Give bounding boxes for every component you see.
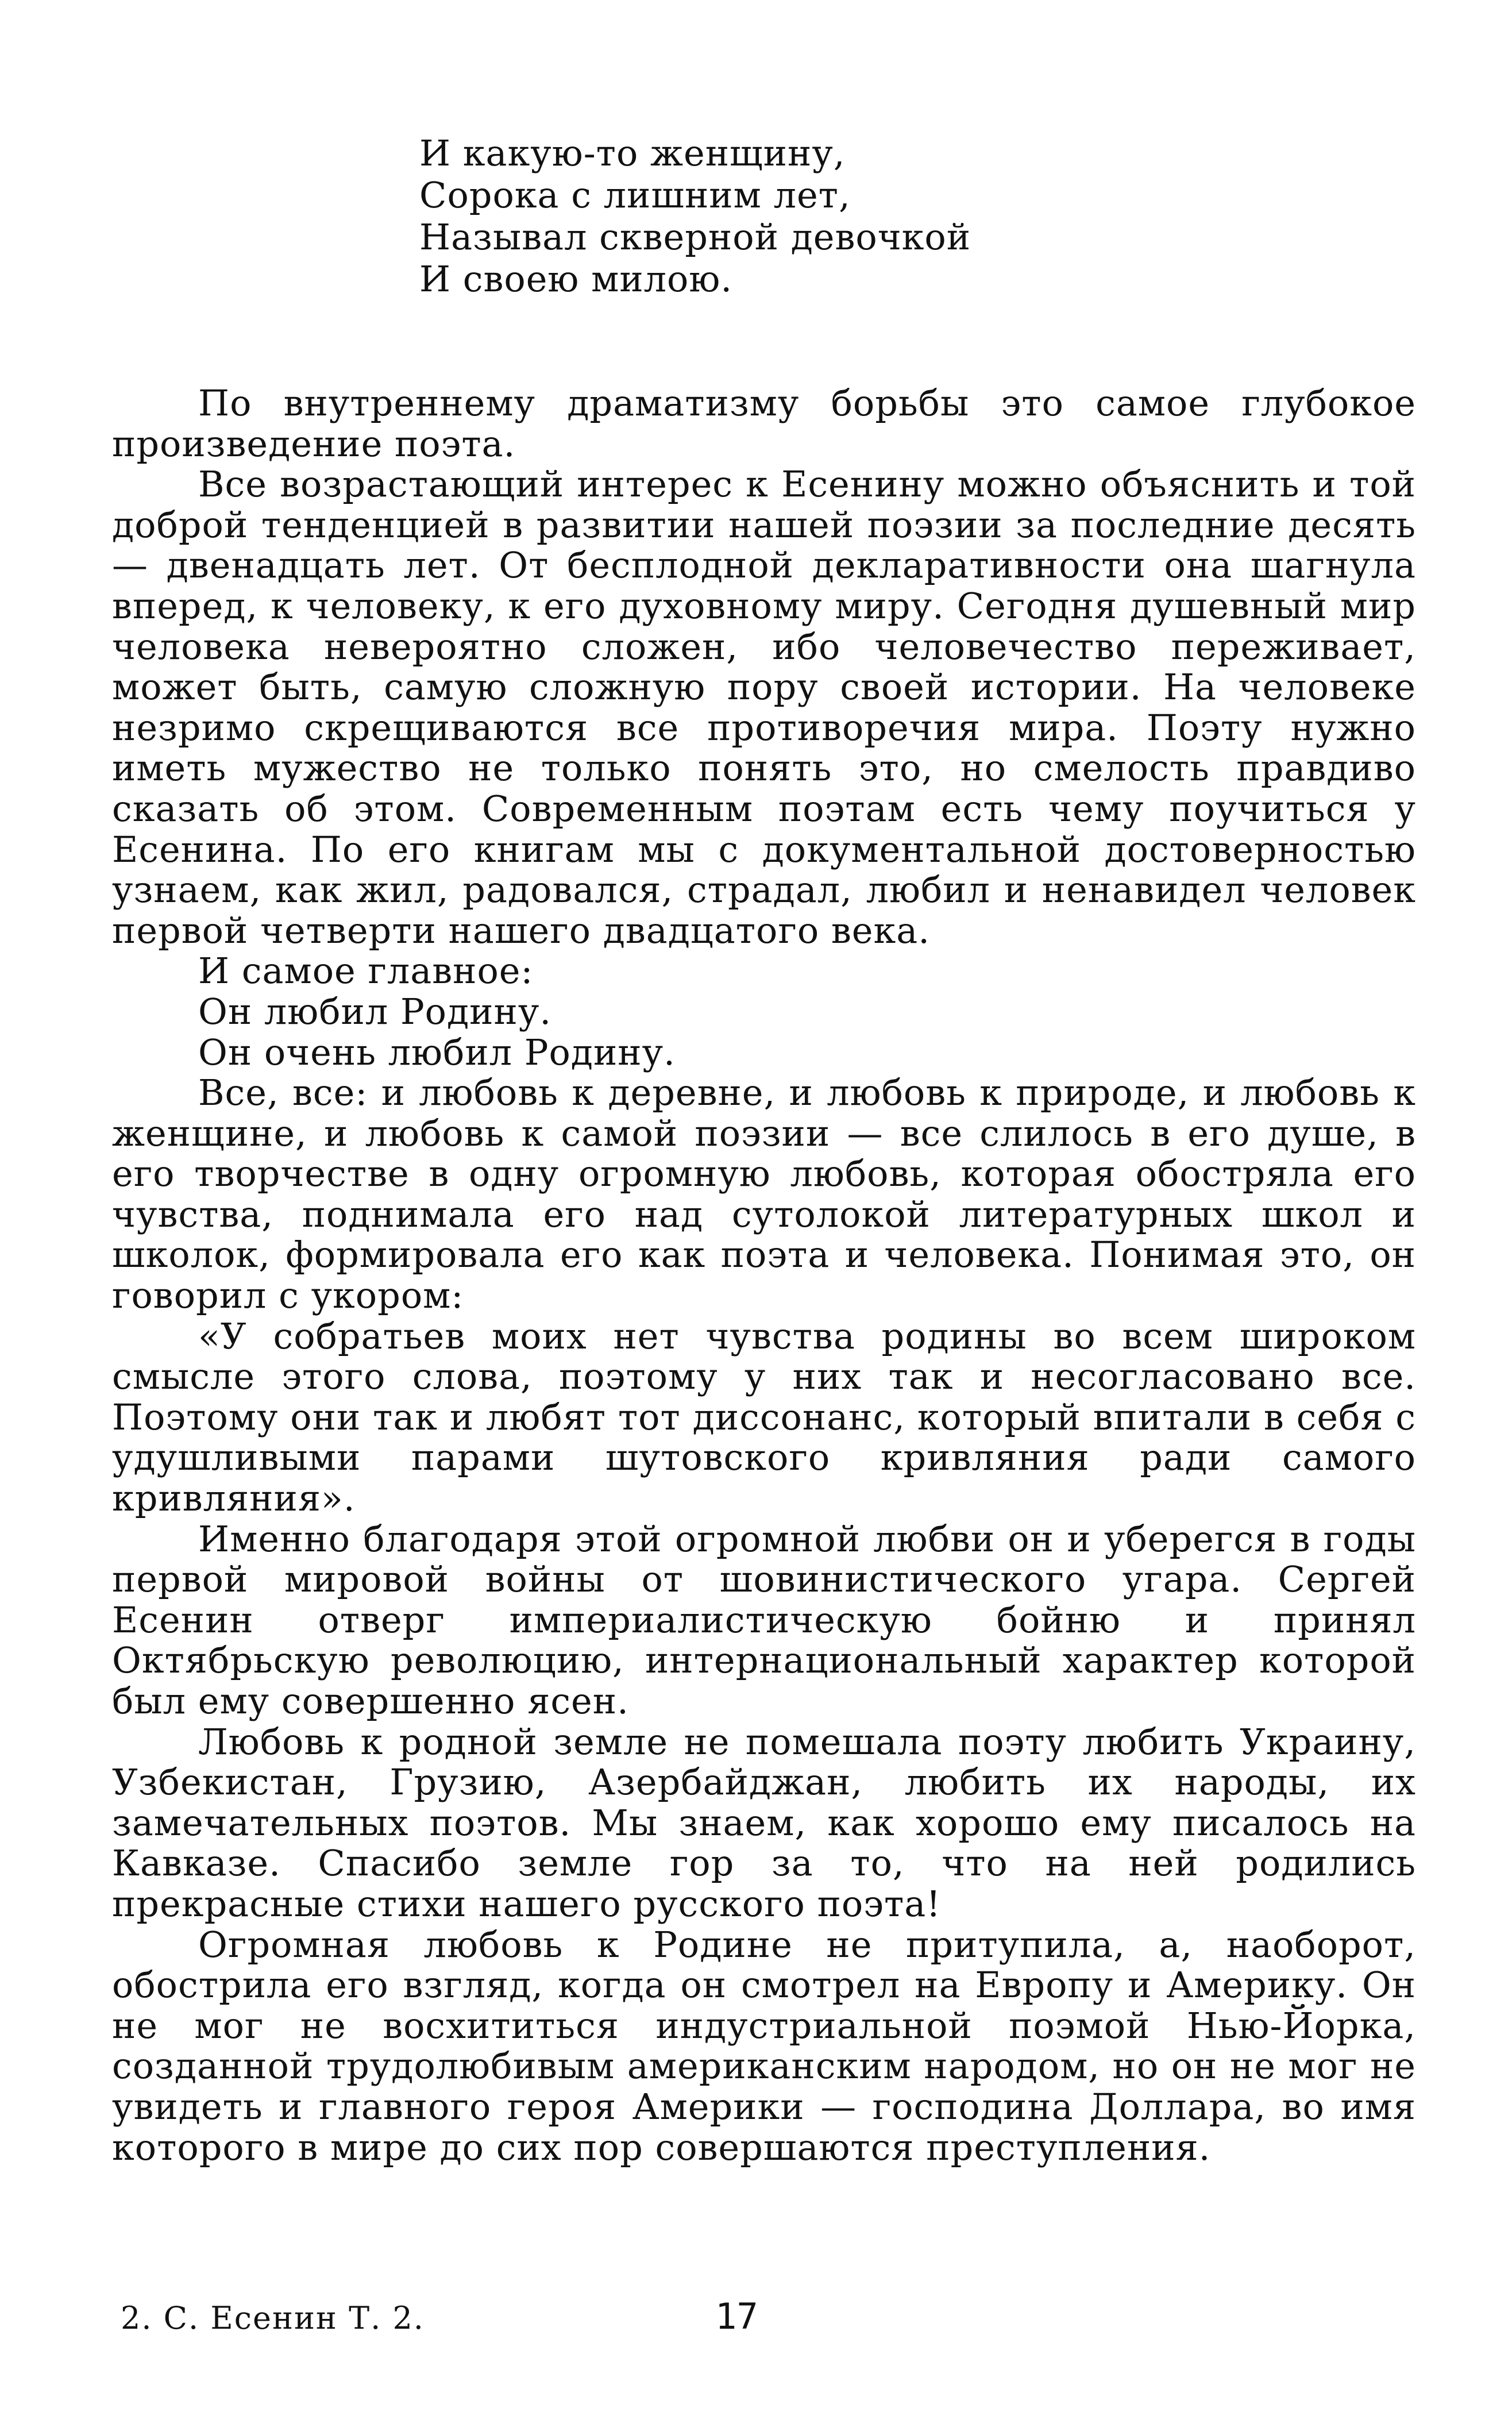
paragraph: Огромная любовь к Родине не притупила, а, наоборот, обострила его взгляд, когда он смотрел на Европу и Америку. Он не мог не восхититься индустриальной поэмой Нью-Йорка, созданной трудолюбивым американским народом, но он не мог не увидеть и главного героя Америки — господина Доллара, во имя которого в мире до сих пор совершаются преступления. (112, 1923, 1416, 2168)
page-content (112, 132, 1416, 2168)
page-number: 17 (715, 2295, 758, 2337)
signature-mark: 2. С. Есенин Т. 2. (121, 2300, 425, 2336)
page-footer (121, 2295, 1384, 2341)
paragraph: Все возрастающий интерес к Есенину можно объяснить и той доброй тенденцией в развитии нашей поэзии за последние десять — двенадцать лет. От бесплодной декларативности она шагнула вперед, к человеку, к его духовному миру. Сегодня душевный мир человека невероятно сложен, ибо человечество переживает, может быть, самую сложную пору своей истории. На человеке незримо скрещиваются все противоречия мира. Поэту нужно иметь мужество не только понять это, но смелость правдиво сказать об этом. Современным поэтам есть чему поучиться у Есенина. По его книгам мы с документальной достоверностью узнаем, как жил, радовался, страдал, любил и ненавидел человек первой четверти нашего двадцатого века. (112, 463, 1416, 951)
verse-line: И какую-то женщину, (419, 132, 846, 174)
paragraph: «У собратьев моих нет чувства родины во всем широком смысле этого слова, поэтому у них так и несогласовано все. Поэтому они так и любят тот диссонанс, который впитали в себя с удушливыми парами шутовского кривляния ради самого кривляния». (112, 1315, 1416, 1520)
paragraph: Все, все: и любовь к деревне, и любовь к природе, и любовь к женщине, и любовь к самой поэзии — все слилось в его душе, в его творчестве в одну огромную любовь, которая обостряла его чувства, поднимала его над сутолокой литературных школ и школок, формировала его как поэта и человека. Понимая это, он говорил с укором: (112, 1072, 1416, 1317)
verse-quote (419, 132, 1416, 300)
paragraph: Любовь к родной земле не помешала поэту любить Украину, Узбекистан, Грузию, Азербайджан, любить их народы, их замечательных поэтов. Мы знаем, как хорошо ему писалось на Кавказе. Спасибо земле гор за то, что на ней родились прекрасные стихи нашего русского поэта! (112, 1720, 1416, 1925)
paragraph: По внутреннему драматизму борьбы это самое глубокое произведение поэта. (112, 382, 1416, 465)
verse-line: Называл скверной девочкой (419, 216, 971, 258)
paragraph: Именно благодаря этой огромной любви он и уберегся в годы первой мировой войны от шовинистического угара. Сергей Есенин отверг империалистическую бойню и принял Октябрьскую революцию, интернациональный характер которой был ему совершенно ясен. (112, 1517, 1416, 1722)
verse-line: Сорока с лишним лет, (419, 174, 851, 216)
body-text (112, 383, 1416, 2168)
paragraph: Он любил Родину. (198, 990, 552, 1032)
verse-line: И своею милою. (419, 258, 733, 300)
paragraph: И самое главное: (198, 950, 534, 992)
paragraph: Он очень любил Родину. (198, 1031, 676, 1073)
